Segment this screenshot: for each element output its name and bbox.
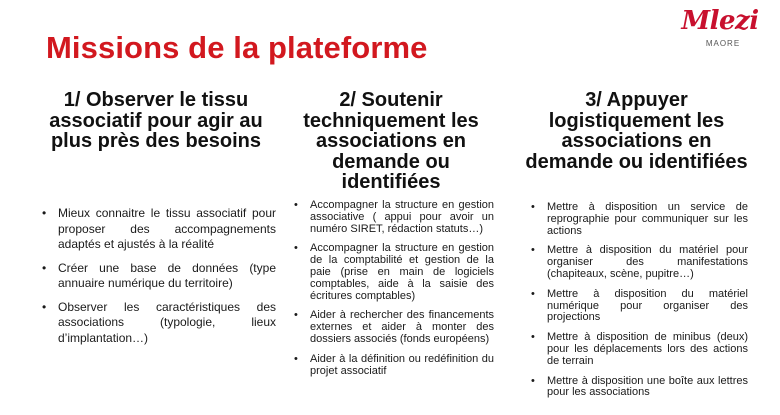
- list-item: • Aider à la définition ou redéfinition du projet associatif: [288, 354, 494, 378]
- column-heading: 3/ Appuyer logistiquement les associations en demande ou identifiées: [525, 89, 748, 173]
- column-heading: 1/ Observer le tissu associatif pour agir au plus près des besoins: [49, 89, 263, 152]
- mission-column-logistics: [525, 89, 748, 399]
- list-item: • Mettre à disposition du matériel numérique pour organiser des projections: [525, 289, 748, 324]
- list-item: • Mettre à disposition du matériel pour organiser des manifestations (chapiteaux, scène, pupitre…): [525, 245, 748, 280]
- column-heading: 2/ Soutenir techniquement les associations en demande ou identifiées: [303, 89, 479, 193]
- mission-column-observe: [36, 89, 276, 345]
- list-item: • Accompagner la structure en gestion associative ( appui pour avoir un numéro SIRET, rédaction statuts…): [288, 200, 494, 235]
- list-item: • Aider à rechercher des financements externes et aider à monter des dossiers associés (fonds européens): [288, 310, 494, 345]
- list-item: • Mieux connaitre le tissu associatif pour proposer des accompagnements adaptés et ajustés à la réalité: [36, 206, 276, 253]
- list-item: • Observer les caractéristiques des associations (typologie, lieux d’implantation…): [36, 300, 276, 347]
- mission-column-support: [288, 89, 494, 377]
- page-title: Missions de la plateforme: [46, 30, 428, 65]
- list-item: • Accompagner la structure en gestion de la comptabilité et gestion de la paie (prise en main de logiciels comptables, aide à la saisie des écritures comptables): [288, 243, 494, 302]
- list-item: • Mettre à disposition une boîte aux lettres pour les associations: [525, 376, 748, 400]
- logo-brand-text: Mlezi: [681, 6, 759, 36]
- list-item: • Créer une base de données (type annuaire numérique du territoire): [36, 261, 276, 292]
- mission-list: [288, 200, 494, 385]
- logo-subtitle: MAORE: [705, 39, 741, 48]
- mlezi-maore-logo: [672, 6, 768, 52]
- list-item: • Mettre à disposition un service de reprographie pour communiquer sur les actions: [525, 202, 748, 237]
- mission-list: [36, 206, 276, 354]
- mission-list: [525, 202, 748, 407]
- list-item: • Mettre à disposition de minibus (deux) pour les déplacements lors des actions de terrain: [525, 332, 748, 367]
